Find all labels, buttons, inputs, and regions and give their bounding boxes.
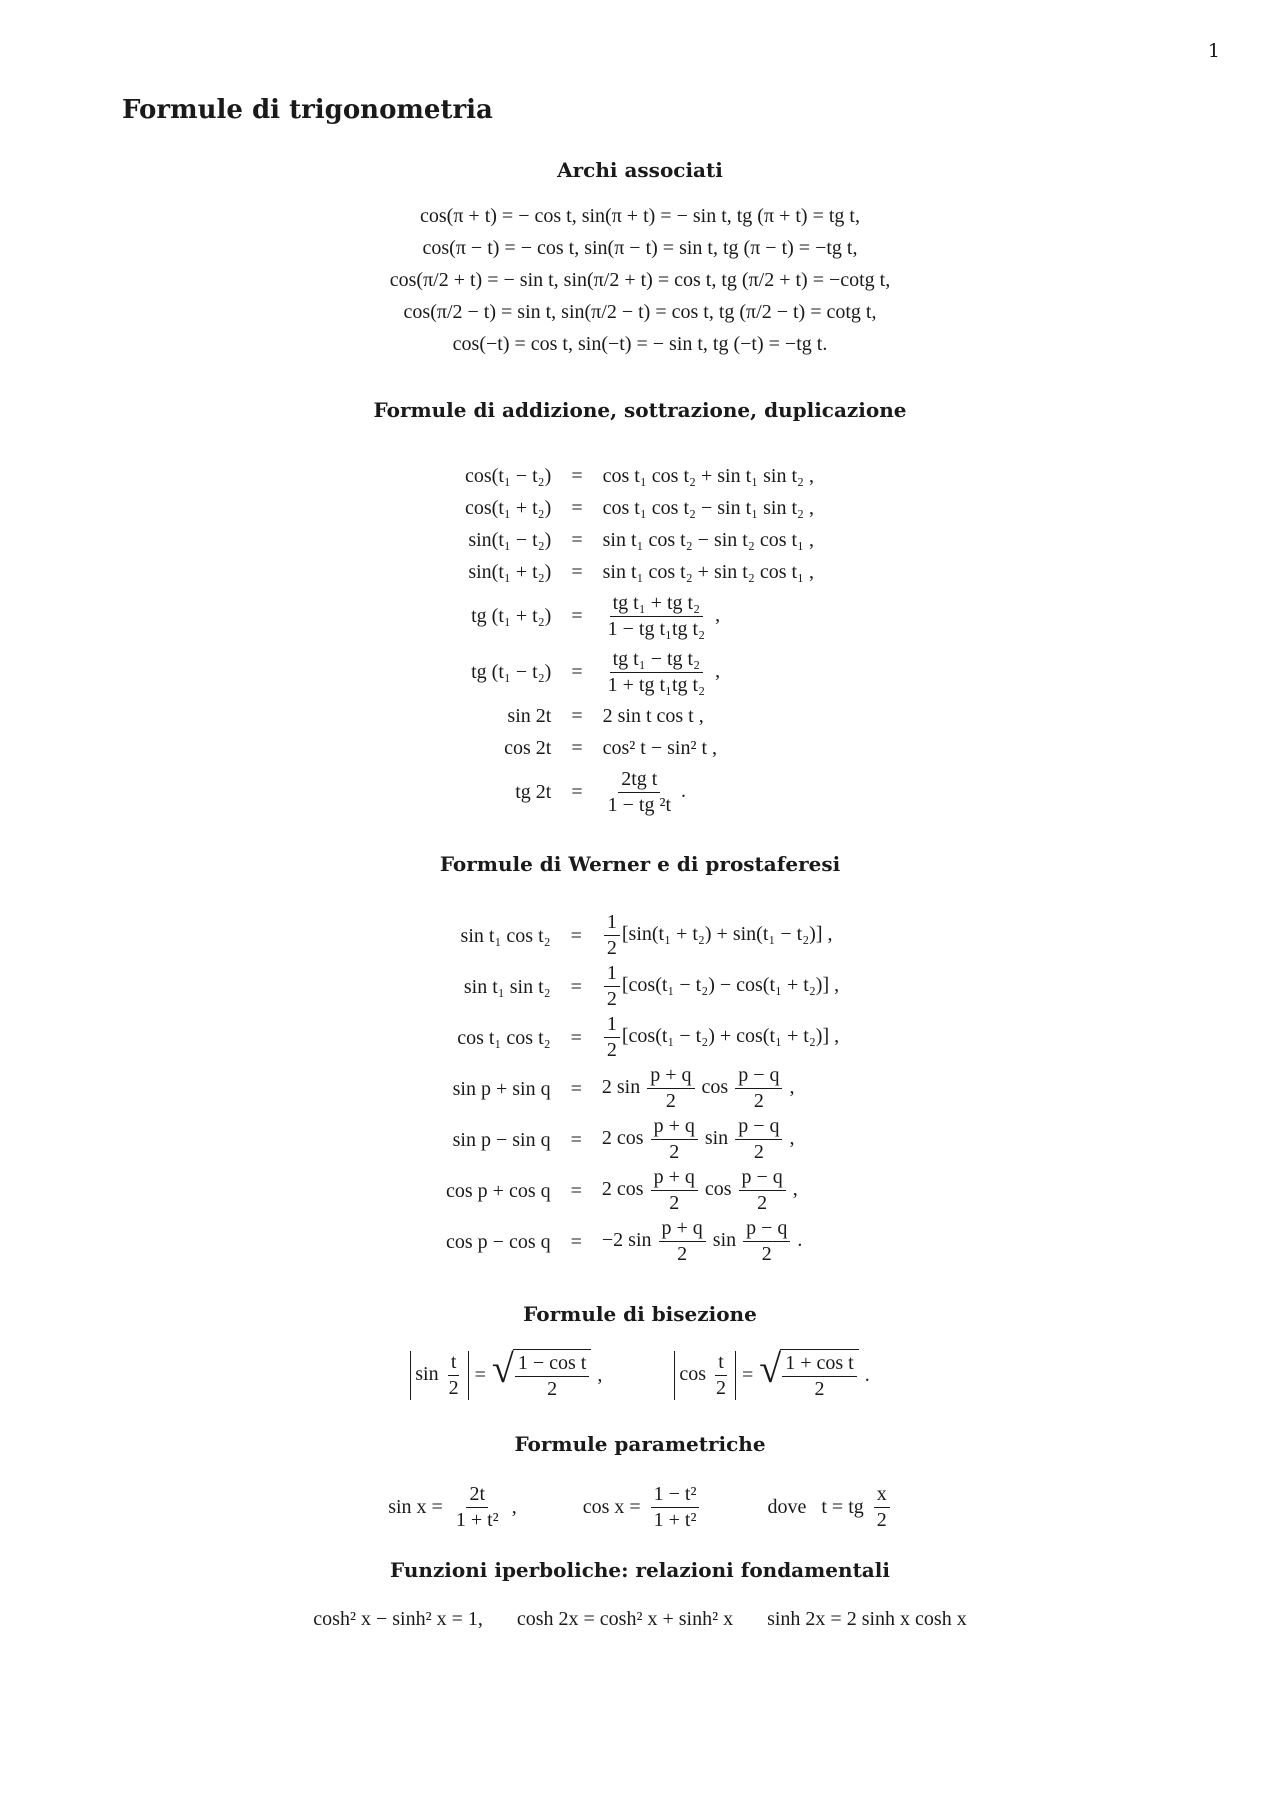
formula-prefix: 2 cos [601, 1127, 644, 1150]
radical-sign-icon: √ [491, 1346, 514, 1391]
punctuation: , [715, 659, 721, 682]
formula-lhs: sin x = [388, 1495, 443, 1518]
formula: cosh 2x = cosh² x + sinh² x [516, 1608, 734, 1630]
numerator: p + q [659, 1217, 706, 1242]
fraction [605, 648, 708, 697]
formula-rhs [603, 764, 814, 820]
radical-sign-icon: √ [759, 1346, 782, 1391]
formula-lhs: sin p − sin q [452, 1128, 551, 1151]
equals-sign: = [571, 661, 583, 683]
section-heading-addizione: Formule di addizione, sottrazione, duplicazione [373, 398, 907, 422]
denominator: 1 + t² [653, 1508, 697, 1531]
punctuation: , [792, 1178, 798, 1201]
formula-lhs: cos(t₁ − t₂) [465, 465, 552, 487]
numerator: 1 [604, 1013, 620, 1038]
equals-sign: = [570, 1230, 582, 1253]
equals-sign: = [570, 1128, 582, 1151]
formula-lhs: sin 2t [507, 705, 552, 727]
equals-sign: = [571, 497, 583, 519]
formula-rhs: cos² t − sin² t , [602, 737, 717, 759]
fraction [604, 1013, 620, 1062]
numerator: t [448, 1351, 460, 1376]
formula-row [446, 1114, 839, 1165]
equals-sign: = [474, 1363, 486, 1386]
numerator: p − q [743, 1217, 790, 1242]
formula-rhs: 2 sin t cos t , [602, 705, 704, 727]
formula-row [465, 764, 814, 820]
equals-sign: = [571, 465, 583, 487]
denominator: 2 [606, 937, 617, 959]
equals-sign: = [571, 781, 583, 803]
formula-rhs [603, 588, 814, 644]
fraction [735, 1064, 782, 1113]
formula-rhs [603, 644, 814, 700]
denominator: 2 [448, 1376, 459, 1399]
formula-row [465, 588, 814, 644]
square-root [491, 1346, 591, 1401]
formula-prefix: 2 cos [601, 1178, 644, 1201]
formula-line: cos(π/2 − t) = sin t, sin(π/2 − t) = cos t, tg (π/2 − t) = cotg t, [403, 301, 877, 323]
fraction [739, 1166, 786, 1215]
formula-lhs: cos(t₁ + t₂) [465, 497, 552, 519]
formula-lhs: sin(t₁ + t₂) [468, 561, 552, 583]
punctuation: , [789, 1076, 795, 1099]
equals-sign: = [571, 561, 583, 583]
formula-function: sin [712, 1229, 737, 1252]
denominator: 2 [669, 1141, 680, 1163]
formula-lhs: cos t₁ cos t₂ [457, 1026, 551, 1049]
denominator: 2 [716, 1376, 726, 1399]
denominator: 2 [876, 1508, 887, 1531]
numerator: p + q [651, 1166, 698, 1191]
fraction [605, 768, 674, 817]
equals-sign: = [571, 605, 583, 627]
numerator: 1 − cos t [515, 1352, 590, 1377]
fraction [604, 962, 620, 1011]
numerator: 1 + cos t [782, 1352, 857, 1377]
fraction [782, 1352, 857, 1401]
formula-row [446, 910, 839, 961]
denominator: 2 [665, 1090, 676, 1112]
formula-function: sin [704, 1127, 729, 1150]
formula: sinh 2x = 2 sinh x cosh x [767, 1608, 967, 1630]
formula-rhs [602, 961, 839, 1012]
fraction [651, 1115, 698, 1164]
formula-rhs: sin t₁ cos t₂ − sin t₂ cos t₁ , [602, 529, 815, 551]
equals-sign: = [570, 1077, 582, 1100]
formula-lhs: sin t₁ sin t₂ [463, 975, 551, 998]
numerator: 1 [604, 962, 620, 987]
punctuation: , [511, 1495, 517, 1518]
formula-line: cos(π/2 + t) = − sin t, sin(π/2 + t) = cos t, tg (π/2 + t) = −cotg t, [389, 269, 891, 291]
formula-row [465, 492, 814, 524]
fraction [453, 1483, 502, 1532]
denominator: 1 + tg t₁tg t₂ [607, 673, 706, 696]
fraction [446, 1351, 462, 1400]
fraction [735, 1115, 782, 1164]
formula-lhs: tg (t₁ + t₂) [471, 605, 552, 627]
denominator: 2 [669, 1192, 680, 1214]
equals-sign: = [571, 737, 583, 759]
formula: cosh² x − sinh² x = 1, [313, 1608, 483, 1630]
formula-lhs: cos 2t [504, 737, 552, 759]
fraction [651, 1166, 698, 1215]
radicand [513, 1349, 592, 1401]
numerator: p − q [735, 1115, 782, 1140]
formula-lhs: cos p + cos q [446, 1179, 551, 1202]
formula-row [465, 644, 814, 700]
denominator: 2 [677, 1243, 688, 1265]
formula-prefix: 2 sin [601, 1076, 641, 1099]
formula-rest: [cos(t₁ − t₂) + cos(t₁ + t₂)] , [621, 1025, 840, 1048]
section-heading-parametriche: Formule parametriche [514, 1432, 766, 1456]
fraction [713, 1351, 729, 1400]
formula-line: cos(−t) = cos t, sin(−t) = − sin t, tg (−t) = −tg t. [452, 333, 828, 355]
numerator: 2t [466, 1483, 488, 1508]
square-root [759, 1346, 858, 1401]
radicand [780, 1349, 859, 1401]
formula-row [446, 1012, 839, 1063]
formula-row [446, 1165, 839, 1216]
formula-table-addizione [465, 460, 814, 820]
formula-function: cos [704, 1178, 732, 1201]
bisezione-formulas [0, 1340, 1280, 1410]
equals-sign: = [570, 1026, 582, 1049]
punctuation: . [797, 1229, 803, 1252]
formula-lhs: sin(t₁ − t₂) [468, 529, 552, 551]
punctuation: . [681, 779, 686, 802]
fraction [659, 1217, 706, 1266]
formula-rhs [602, 1063, 839, 1114]
equals-sign: = [571, 529, 583, 551]
page-number: 1 [1207, 40, 1220, 62]
formula-rhs [602, 1114, 839, 1165]
formula-lhs: tg 2t [515, 781, 552, 803]
section-heading-bisezione: Formule di bisezione [523, 1302, 757, 1326]
formula-lhs: sin p + sin q [452, 1077, 551, 1100]
denominator: 2 [753, 1090, 764, 1112]
formula-rhs: sin t₁ cos t₂ + sin t₂ cos t₁ , [602, 561, 815, 583]
punctuation: , [597, 1363, 603, 1386]
formula-row [446, 961, 839, 1012]
formula-lhs: cos p − cos q [446, 1230, 551, 1253]
substitution-text: dove t = tg [767, 1495, 864, 1518]
numerator: tg t₁ + tg t₂ [610, 592, 703, 617]
numerator: t [715, 1351, 727, 1376]
formula-row [465, 524, 814, 556]
equals-sign: = [742, 1363, 754, 1386]
numerator: p − q [735, 1064, 782, 1089]
document-title: Formule di trigonometria [122, 95, 493, 125]
numerator: p − q [739, 1166, 786, 1191]
formula-lhs: tg (t₁ − t₂) [471, 661, 552, 683]
formula-row [465, 556, 814, 588]
formula-rhs: cos t₁ cos t₂ + sin t₁ sin t₂ , [602, 465, 815, 487]
numerator: 1 − t² [651, 1483, 700, 1508]
formula-row [465, 732, 814, 764]
equals-sign: = [570, 924, 582, 947]
formula-line: cos(π + t) = − cos t, sin(π + t) = − sin t, tg (π + t) = tg t, [420, 205, 860, 227]
formula-rhs [602, 1216, 839, 1267]
numerator: tg t₁ − tg t₂ [610, 648, 703, 673]
formula-lhs: sin t₁ cos t₂ [460, 924, 551, 947]
punctuation: , [715, 603, 721, 626]
denominator: 2 [606, 988, 617, 1010]
parametriche-formulas [0, 1472, 1280, 1542]
fraction [647, 1064, 694, 1113]
numerator: p + q [651, 1115, 698, 1140]
formula-function: cos [701, 1076, 729, 1099]
equals-sign: = [571, 705, 583, 727]
section-heading-werner: Formule di Werner e di prostaferesi [439, 852, 841, 876]
numerator: 1 [604, 911, 620, 936]
formula-rest: [sin(t₁ + t₂) + sin(t₁ − t₂)] , [621, 923, 833, 946]
function-name: cos [679, 1362, 706, 1385]
equals-sign: = [570, 975, 582, 998]
formula-rhs: cos t₁ cos t₂ − sin t₁ sin t₂ , [602, 497, 815, 519]
absolute-value [674, 1351, 736, 1400]
formula-row [446, 1063, 839, 1114]
formula-rest: [cos(t₁ − t₂) − cos(t₁ + t₂)] , [621, 974, 840, 997]
iperboliche-formulas [0, 1608, 1280, 1631]
formula-row [465, 460, 814, 492]
denominator: 1 − tg ²t [607, 793, 671, 816]
fraction [515, 1352, 590, 1401]
punctuation: . [864, 1363, 870, 1386]
fraction [651, 1483, 700, 1532]
punctuation: , [789, 1127, 795, 1150]
formula-line: cos(π − t) = − cos t, sin(π − t) = sin t, tg (π − t) = −tg t, [422, 237, 858, 259]
denominator: 2 [814, 1378, 825, 1400]
formula-prefix: −2 sin [601, 1229, 652, 1252]
fraction [605, 592, 708, 641]
formula-rhs [602, 1165, 839, 1216]
formula-table-werner [446, 910, 839, 1267]
denominator: 2 [761, 1243, 772, 1265]
fraction [743, 1217, 790, 1266]
fraction [604, 911, 620, 960]
function-name: sin [415, 1362, 439, 1385]
formula-row [465, 700, 814, 732]
formula-lhs: cos x = [582, 1495, 641, 1518]
formula-row [446, 1216, 839, 1267]
denominator: 1 + t² [455, 1508, 499, 1531]
denominator: 2 [547, 1378, 558, 1400]
denominator: 2 [606, 1039, 617, 1061]
equals-sign: = [570, 1179, 582, 1202]
numerator: x [874, 1483, 890, 1508]
denominator: 2 [753, 1141, 764, 1163]
fraction [874, 1483, 890, 1532]
numerator: p + q [647, 1064, 694, 1089]
absolute-value [410, 1351, 468, 1400]
denominator: 1 − tg t₁tg t₂ [607, 617, 706, 640]
formula-rhs [602, 1012, 839, 1063]
section-heading-archi-associati: Archi associati [557, 158, 723, 182]
formula-rhs [602, 910, 839, 961]
denominator: 2 [757, 1192, 768, 1214]
section-heading-iperboliche: Funzioni iperboliche: relazioni fondamentali [390, 1558, 890, 1582]
numerator: 2tg t [618, 768, 660, 793]
